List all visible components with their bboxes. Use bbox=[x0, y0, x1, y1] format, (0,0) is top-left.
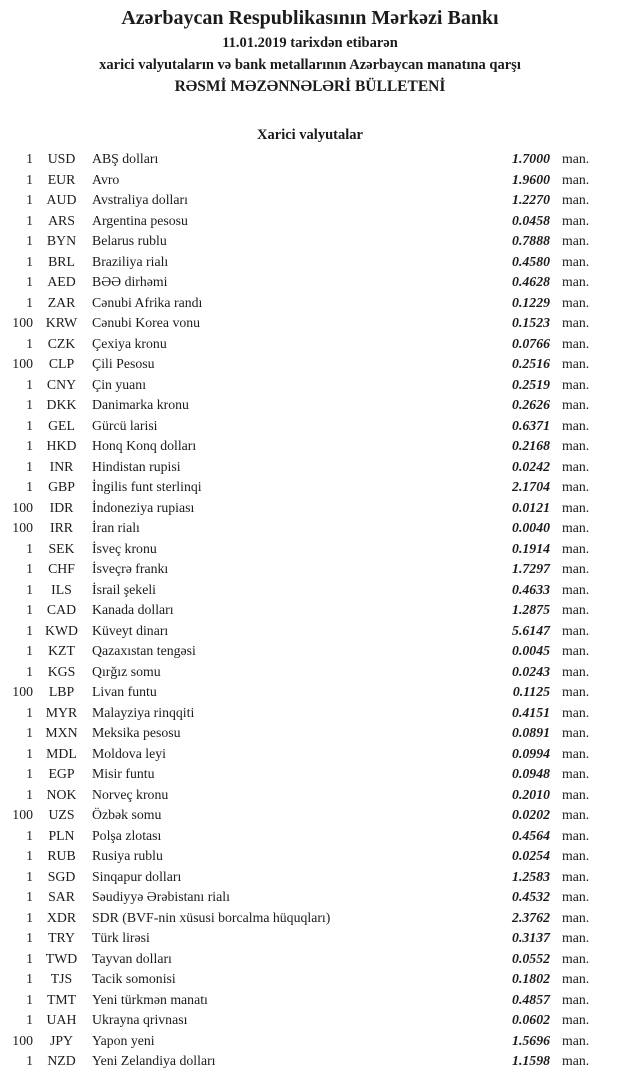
currency-row bbox=[0, 930, 620, 951]
unit-label: man. bbox=[562, 192, 590, 207]
currency-name: Gürcü larisi bbox=[92, 417, 158, 433]
currency-quantity: 1 bbox=[26, 663, 33, 679]
currency-quantity: 1 bbox=[26, 704, 33, 720]
currency-code: EGP bbox=[48, 766, 75, 781]
rate-value: 0.4580 bbox=[512, 253, 550, 269]
unit-label: man. bbox=[562, 171, 590, 187]
currency-name: Tacik somonisi bbox=[92, 971, 176, 986]
unit-label: man. bbox=[562, 622, 590, 638]
currency-code: MXN bbox=[45, 725, 78, 740]
currency-name: Çin yuanı bbox=[92, 376, 147, 392]
unit-label: man. bbox=[562, 479, 590, 494]
currency-row bbox=[0, 992, 620, 1013]
bulletin-title: RƏSMİ MƏZƏNNƏLƏRİ BÜLLETENİ bbox=[174, 78, 446, 95]
currency-row bbox=[0, 869, 620, 890]
currency-quantity: 1 bbox=[26, 766, 33, 781]
currency-name: Yapon yeni bbox=[92, 1032, 155, 1048]
unit-label: man. bbox=[562, 704, 590, 720]
currency-rates-table bbox=[0, 151, 620, 1074]
currency-row bbox=[0, 951, 620, 972]
currency-quantity: 1 bbox=[26, 335, 33, 351]
currency-name: Moldova leyi bbox=[92, 745, 166, 761]
rate-value: 0.0243 bbox=[512, 663, 550, 679]
rate-value: 1.2270 bbox=[512, 192, 550, 207]
currency-quantity: 100 bbox=[12, 356, 33, 371]
currency-code: ARS bbox=[48, 212, 75, 228]
rate-value: 5.6147 bbox=[512, 622, 550, 638]
currency-quantity: 1 bbox=[26, 479, 33, 494]
unit-label: man. bbox=[562, 356, 590, 371]
rate-value: 0.0254 bbox=[512, 848, 550, 863]
currency-row bbox=[0, 254, 620, 275]
currency-code: KGS bbox=[47, 663, 76, 679]
currency-name: Malayziya rinqqiti bbox=[92, 704, 195, 720]
currency-name: İndoneziya rupiası bbox=[92, 499, 195, 515]
currency-row bbox=[0, 315, 620, 336]
currency-quantity: 1 bbox=[26, 274, 33, 289]
currency-code: ILS bbox=[51, 581, 72, 597]
currency-quantity: 1 bbox=[26, 192, 33, 207]
currency-code: EUR bbox=[47, 171, 76, 187]
currency-code: TJS bbox=[50, 971, 73, 986]
rate-value: 2.1704 bbox=[512, 479, 550, 494]
unit-label: man. bbox=[562, 663, 590, 679]
rate-value: 0.2010 bbox=[512, 786, 550, 802]
currency-quantity: 1 bbox=[26, 561, 33, 576]
currency-row bbox=[0, 520, 620, 541]
rate-value: 0.4857 bbox=[512, 991, 550, 1007]
currency-code: SEK bbox=[48, 540, 75, 556]
unit-label: man. bbox=[562, 274, 590, 289]
unit-label: man. bbox=[562, 1053, 590, 1068]
currency-code: LBP bbox=[48, 684, 75, 699]
currency-name: Danimarka kronu bbox=[92, 397, 189, 412]
rate-value: 0.1914 bbox=[512, 540, 550, 556]
unit-label: man. bbox=[562, 827, 590, 843]
currency-row bbox=[0, 889, 620, 910]
rate-value: 1.7000 bbox=[512, 151, 550, 166]
currency-row bbox=[0, 213, 620, 234]
currency-quantity: 1 bbox=[26, 458, 33, 474]
currency-code: PLN bbox=[48, 827, 75, 843]
currency-row bbox=[0, 438, 620, 459]
currency-quantity: 1 bbox=[26, 909, 33, 925]
rate-value: 0.0602 bbox=[512, 1012, 550, 1027]
currency-name: İngilis funt sterlinqi bbox=[92, 479, 202, 494]
currency-name: Hindistan rupisi bbox=[92, 458, 181, 474]
currency-row bbox=[0, 151, 620, 172]
currency-code: MYR bbox=[45, 704, 78, 720]
unit-label: man. bbox=[562, 212, 590, 228]
unit-label: man. bbox=[562, 950, 590, 966]
rate-value: 0.0994 bbox=[512, 745, 550, 761]
unit-label: man. bbox=[562, 376, 590, 392]
currency-quantity: 1 bbox=[26, 171, 33, 187]
unit-label: man. bbox=[562, 151, 590, 166]
currency-code: KWD bbox=[45, 622, 78, 638]
rate-value: 0.0948 bbox=[512, 766, 550, 781]
currency-name: SDR (BVF-nin xüsusi borcalma hüquqları) bbox=[92, 909, 331, 925]
rate-value: 2.3762 bbox=[512, 909, 550, 925]
currency-row bbox=[0, 705, 620, 726]
rate-value: 0.2516 bbox=[512, 356, 550, 371]
currency-row bbox=[0, 828, 620, 849]
rate-value: 0.1229 bbox=[512, 294, 550, 310]
currency-quantity: 1 bbox=[26, 745, 33, 761]
rate-value: 1.1598 bbox=[512, 1053, 550, 1068]
unit-label: man. bbox=[562, 253, 590, 269]
currency-name: Argentina pesosu bbox=[92, 212, 188, 228]
currency-code: CLP bbox=[48, 356, 75, 371]
currency-code: CNY bbox=[46, 376, 77, 392]
currency-row bbox=[0, 274, 620, 295]
currency-name: Tayvan dolları bbox=[92, 950, 172, 966]
currency-code: RUB bbox=[47, 848, 76, 863]
currency-quantity: 1 bbox=[26, 376, 33, 392]
currency-quantity: 1 bbox=[26, 397, 33, 412]
currency-name: Honq Konq dolları bbox=[92, 438, 197, 453]
currency-row bbox=[0, 397, 620, 418]
currency-code: GBP bbox=[48, 479, 75, 494]
currency-quantity: 1 bbox=[26, 889, 33, 904]
currency-row bbox=[0, 971, 620, 992]
unit-label: man. bbox=[562, 991, 590, 1007]
currency-quantity: 1 bbox=[26, 930, 33, 945]
currency-code: MDL bbox=[46, 745, 77, 761]
currency-row bbox=[0, 479, 620, 500]
rate-value: 0.0891 bbox=[512, 725, 550, 740]
currency-row bbox=[0, 582, 620, 603]
currency-row bbox=[0, 664, 620, 685]
currency-quantity: 100 bbox=[12, 520, 33, 535]
currency-name: İsveç kronu bbox=[92, 540, 157, 556]
unit-label: man. bbox=[562, 868, 590, 884]
currency-quantity: 100 bbox=[12, 1032, 33, 1048]
currency-name: Yeni türkmən manatı bbox=[92, 991, 208, 1007]
unit-label: man. bbox=[562, 397, 590, 412]
currency-quantity: 1 bbox=[26, 827, 33, 843]
currency-quantity: 1 bbox=[26, 233, 33, 248]
currency-code: UZS bbox=[48, 807, 75, 822]
currency-code: BYN bbox=[46, 233, 77, 248]
unit-label: man. bbox=[562, 745, 590, 761]
currency-name: Səudiyyə Ərəbistanı rialı bbox=[92, 889, 230, 904]
rate-value: 0.1802 bbox=[512, 971, 550, 986]
unit-label: man. bbox=[562, 643, 590, 658]
currency-quantity: 1 bbox=[26, 991, 33, 1007]
currency-code: GEL bbox=[48, 417, 75, 433]
currency-quantity: 1 bbox=[26, 622, 33, 638]
unit-label: man. bbox=[562, 335, 590, 351]
currency-row bbox=[0, 418, 620, 439]
currency-code: TMT bbox=[46, 991, 77, 1007]
currency-name: Norveç kronu bbox=[92, 786, 169, 802]
rate-value: 1.9600 bbox=[512, 171, 550, 187]
unit-label: man. bbox=[562, 540, 590, 556]
currency-row bbox=[0, 541, 620, 562]
rate-value: 0.0766 bbox=[512, 335, 550, 351]
currency-row bbox=[0, 848, 620, 869]
unit-label: man. bbox=[562, 561, 590, 576]
unit-label: man. bbox=[562, 807, 590, 822]
currency-name: Yeni Zelandiya dolları bbox=[92, 1053, 216, 1068]
currency-quantity: 1 bbox=[26, 581, 33, 597]
rate-value: 1.5696 bbox=[512, 1032, 550, 1048]
currency-name: İsveçrə frankı bbox=[92, 561, 169, 576]
unit-label: man. bbox=[562, 848, 590, 863]
currency-quantity: 1 bbox=[26, 950, 33, 966]
currency-quantity: 1 bbox=[26, 868, 33, 884]
currency-quantity: 1 bbox=[26, 725, 33, 740]
currency-code: IRR bbox=[50, 520, 73, 535]
currency-code: ZAR bbox=[47, 294, 76, 310]
rate-value: 0.6371 bbox=[512, 417, 550, 433]
rate-value: 0.2519 bbox=[512, 376, 550, 392]
currency-row bbox=[0, 684, 620, 705]
currency-code: BRL bbox=[48, 253, 75, 269]
unit-label: man. bbox=[562, 581, 590, 597]
currency-row bbox=[0, 233, 620, 254]
currency-code: XDR bbox=[46, 909, 77, 925]
currency-name: Qazaxıstan tengəsi bbox=[92, 643, 196, 658]
unit-label: man. bbox=[562, 1012, 590, 1027]
rate-value: 0.2168 bbox=[512, 438, 550, 453]
currency-row bbox=[0, 356, 620, 377]
currency-code: USD bbox=[47, 151, 76, 166]
currency-code: SAR bbox=[48, 889, 75, 904]
currency-code: KZT bbox=[48, 643, 75, 658]
rate-value: 1.7297 bbox=[512, 561, 550, 576]
unit-label: man. bbox=[562, 294, 590, 310]
bank-name: Azərbaycan Respublikasının Mərkəzi Bankı bbox=[121, 7, 499, 29]
currency-row bbox=[0, 336, 620, 357]
currency-quantity: 1 bbox=[26, 1012, 33, 1027]
unit-label: man. bbox=[562, 233, 590, 248]
rate-value: 0.4633 bbox=[512, 581, 550, 597]
currency-code: KRW bbox=[45, 315, 78, 330]
rate-value: 0.0552 bbox=[512, 950, 550, 966]
currency-quantity: 100 bbox=[12, 315, 33, 330]
currency-code: CAD bbox=[46, 602, 77, 617]
rate-value: 0.4564 bbox=[512, 827, 550, 843]
unit-label: man. bbox=[562, 725, 590, 740]
currency-code: IDR bbox=[49, 499, 74, 515]
bulletin-header bbox=[0, 0, 620, 98]
currency-quantity: 1 bbox=[26, 417, 33, 433]
rate-value: 0.0458 bbox=[512, 212, 550, 228]
rate-value: 0.4532 bbox=[512, 889, 550, 904]
currency-quantity: 1 bbox=[26, 786, 33, 802]
currency-row bbox=[0, 787, 620, 808]
currency-name: Qırğız somu bbox=[92, 663, 161, 679]
currency-row bbox=[0, 623, 620, 644]
unit-label: man. bbox=[562, 1032, 590, 1048]
currency-quantity: 100 bbox=[12, 684, 33, 699]
currency-row bbox=[0, 459, 620, 480]
currency-quantity: 1 bbox=[26, 438, 33, 453]
currency-quantity: 100 bbox=[12, 807, 33, 822]
currency-code: HKD bbox=[46, 438, 77, 453]
currency-code: DKK bbox=[46, 397, 77, 412]
currency-quantity: 1 bbox=[26, 540, 33, 556]
currency-name: Polşa zlotası bbox=[92, 827, 162, 843]
unit-label: man. bbox=[562, 602, 590, 617]
currency-row bbox=[0, 746, 620, 767]
rate-value: 0.0045 bbox=[512, 643, 550, 658]
currency-row bbox=[0, 725, 620, 746]
currency-code: NZD bbox=[47, 1053, 76, 1068]
currency-quantity: 1 bbox=[26, 1053, 33, 1068]
currency-quantity: 100 bbox=[12, 499, 33, 515]
rate-value: 0.1125 bbox=[512, 684, 550, 699]
currency-name: Çili Pesosu bbox=[92, 356, 155, 371]
unit-label: man. bbox=[562, 971, 590, 986]
unit-label: man. bbox=[562, 909, 590, 925]
currency-row bbox=[0, 500, 620, 521]
currency-quantity: 1 bbox=[26, 212, 33, 228]
currency-quantity: 1 bbox=[26, 971, 33, 986]
currency-name: Cənubi Korea vonu bbox=[92, 315, 201, 330]
currency-name: Ukrayna qrivnası bbox=[92, 1012, 188, 1027]
currency-code: AUD bbox=[46, 192, 77, 207]
currency-name: Belarus rublu bbox=[92, 233, 167, 248]
unit-label: man. bbox=[562, 417, 590, 433]
currency-name: Kanada dolları bbox=[92, 602, 174, 617]
currency-code: NOK bbox=[46, 786, 77, 802]
currency-name: İran rialı bbox=[92, 520, 140, 535]
unit-label: man. bbox=[562, 930, 590, 945]
currency-name: Meksika pesosu bbox=[92, 725, 181, 740]
bulletin-subtitle: xarici valyutaların və bank metallarının Azərbaycan manatına qarşı bbox=[99, 57, 521, 73]
currency-row bbox=[0, 1012, 620, 1033]
currency-code: UAH bbox=[46, 1012, 77, 1027]
currency-row bbox=[0, 295, 620, 316]
currency-code: INR bbox=[49, 458, 74, 474]
currency-code: SGD bbox=[47, 868, 76, 884]
currency-quantity: 1 bbox=[26, 602, 33, 617]
currency-quantity: 1 bbox=[26, 294, 33, 310]
currency-row bbox=[0, 377, 620, 398]
currency-row bbox=[0, 1053, 620, 1074]
currency-quantity: 1 bbox=[26, 253, 33, 269]
currency-name: Avstraliya dolları bbox=[92, 192, 188, 207]
currency-code: JPY bbox=[49, 1032, 73, 1048]
currency-name: Avro bbox=[92, 171, 120, 187]
currency-quantity: 1 bbox=[26, 643, 33, 658]
currency-code: TWD bbox=[45, 950, 78, 966]
currency-name: Cənubi Afrika randı bbox=[92, 294, 203, 310]
rate-value: 0.0242 bbox=[512, 458, 550, 474]
unit-label: man. bbox=[562, 438, 590, 453]
currency-name: İsrail şekeli bbox=[92, 581, 156, 597]
unit-label: man. bbox=[562, 458, 590, 474]
currency-quantity: 1 bbox=[26, 151, 33, 166]
unit-label: man. bbox=[562, 499, 590, 515]
currency-code: CHF bbox=[48, 561, 75, 576]
rate-value: 0.0202 bbox=[512, 807, 550, 822]
rate-value: 0.4151 bbox=[512, 704, 550, 720]
currency-row bbox=[0, 766, 620, 787]
currency-row bbox=[0, 1033, 620, 1054]
currency-name: Türk lirəsi bbox=[92, 930, 150, 945]
currency-name: Sinqapur dolları bbox=[92, 868, 182, 884]
currency-name: Rusiya rublu bbox=[92, 848, 163, 863]
currency-code: CZK bbox=[47, 335, 76, 351]
currency-name: Braziliya rialı bbox=[92, 253, 169, 269]
currency-row bbox=[0, 172, 620, 193]
currency-quantity: 1 bbox=[26, 848, 33, 863]
currency-name: ABŞ dolları bbox=[92, 151, 159, 166]
rate-value: 0.0121 bbox=[512, 499, 550, 515]
currency-name: Çexiya kronu bbox=[92, 335, 167, 351]
currency-name: Özbək somu bbox=[92, 807, 162, 822]
currency-name: Misir funtu bbox=[92, 766, 155, 781]
currency-row bbox=[0, 561, 620, 582]
rate-value: 1.2583 bbox=[512, 868, 550, 884]
rate-value: 0.4628 bbox=[512, 274, 550, 289]
section-title-foreign-currencies: Xarici valyutalar bbox=[257, 127, 363, 143]
currency-row bbox=[0, 602, 620, 623]
currency-name: Livan funtu bbox=[92, 684, 157, 699]
currency-code: TRY bbox=[48, 930, 75, 945]
rate-value: 0.7888 bbox=[512, 233, 550, 248]
currency-code: AED bbox=[47, 274, 76, 289]
unit-label: man. bbox=[562, 315, 590, 330]
rate-value: 0.0040 bbox=[512, 520, 550, 535]
effective-date: 11.01.2019 tarixdən etibarən bbox=[222, 35, 398, 51]
currency-name: Küveyt dinarı bbox=[92, 622, 169, 638]
currency-row bbox=[0, 192, 620, 213]
currency-row bbox=[0, 910, 620, 931]
unit-label: man. bbox=[562, 786, 590, 802]
rate-value: 0.3137 bbox=[512, 930, 550, 945]
unit-label: man. bbox=[562, 520, 590, 535]
unit-label: man. bbox=[562, 889, 590, 904]
rate-value: 1.2875 bbox=[512, 602, 550, 617]
currency-row bbox=[0, 807, 620, 828]
currency-name: BƏƏ dirhəmi bbox=[92, 274, 168, 289]
rate-value: 0.2626 bbox=[512, 397, 550, 412]
currency-row bbox=[0, 643, 620, 664]
rate-value: 0.1523 bbox=[512, 315, 550, 330]
unit-label: man. bbox=[562, 766, 590, 781]
unit-label: man. bbox=[562, 684, 590, 699]
